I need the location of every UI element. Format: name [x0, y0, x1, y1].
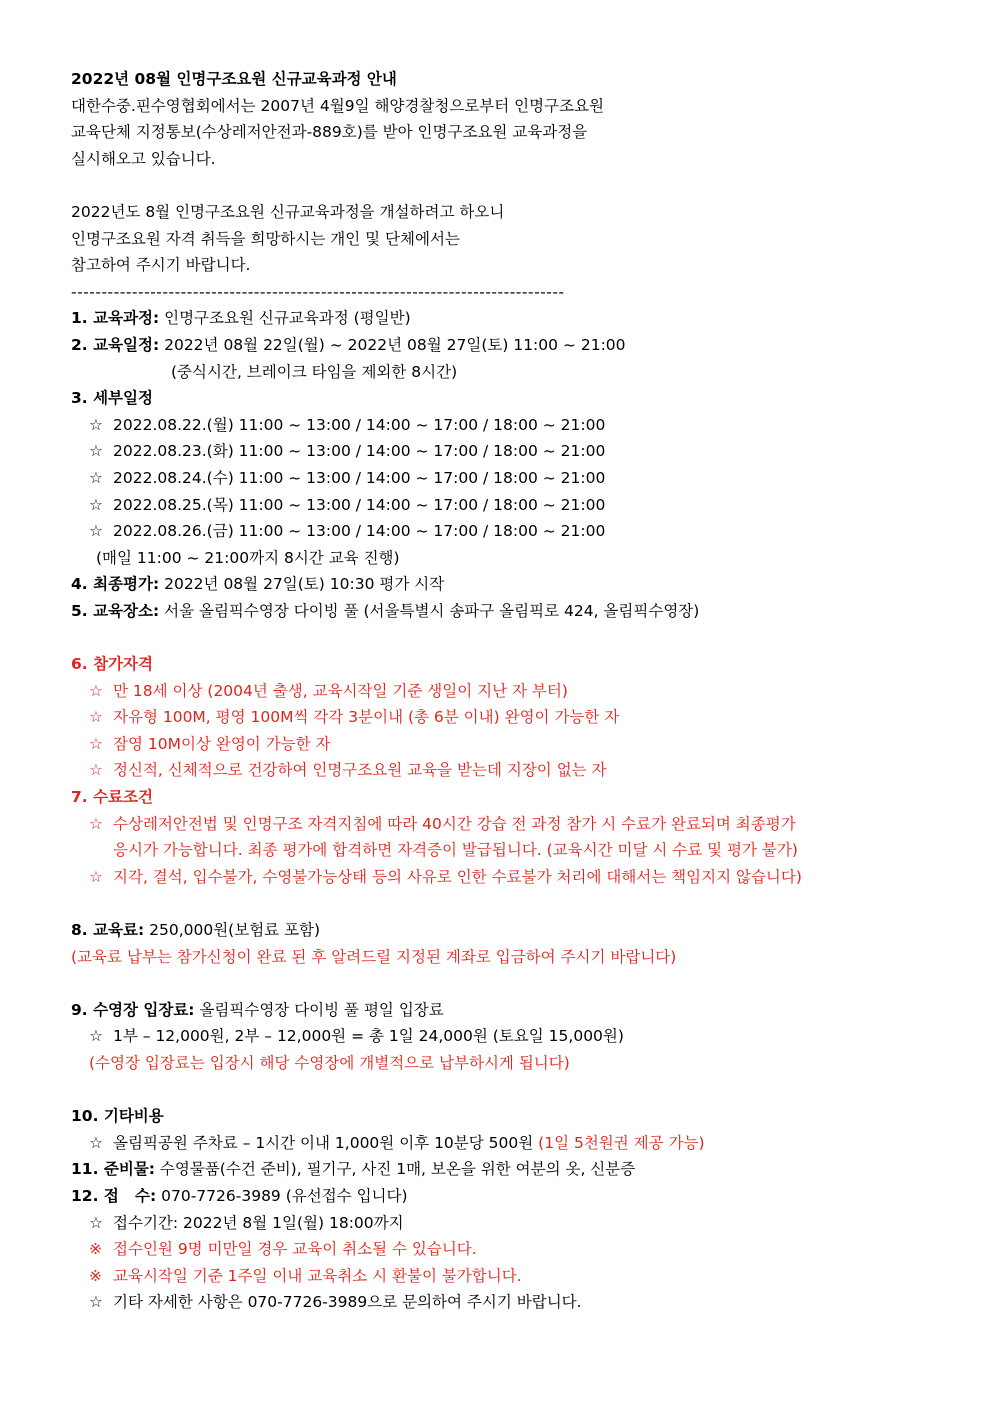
- intro2-line-1: 2022년도 8월 인명구조요원 신규교육과정을 개설하려고 하오니: [71, 202, 505, 221]
- star-icon: ☆: [89, 1133, 103, 1152]
- star-icon: ☆: [89, 1293, 103, 1312]
- list-item: ☆ 올림픽공원 주차료 – 1시간 이내 1,000원 이후 10분당 500원 (1일 5천원권 제공 가능): [71, 1130, 931, 1157]
- reference-mark-icon: ※: [89, 1266, 102, 1285]
- star-icon: ☆: [89, 681, 103, 700]
- detail-schedule-note: (매일 11:00 ~ 21:00까지 8시간 교육 진행): [96, 548, 400, 567]
- section-text: 2022년 08월 27일(토) 10:30 평가 시작: [159, 575, 445, 594]
- section-label: 8. 교육료:: [71, 921, 145, 939]
- star-icon: ☆: [89, 442, 103, 461]
- parking-voucher-note: (1일 5천원권 제공 가능): [538, 1133, 705, 1152]
- section-registration: [71, 1183, 931, 1210]
- section-eligibility: 6. 참가자격: [71, 655, 153, 674]
- list-item: ☆ 2022.08.26.(금) 11:00 ~ 13:00 / 14:00 ~ 17:00 / 18:00 ~ 21:00: [71, 518, 931, 545]
- list-item: ☆ 접수기간: 2022년 8월 1일(월) 18:00까지: [71, 1210, 931, 1237]
- list-item: ☆ 수상레저안전법 및 인명구조 자격지침에 따라 40시간 강습 전 과정 참가 시 수료가 완료되며 최종평가: [71, 811, 931, 838]
- list-item: ☆ 기타 자세한 사항은 070-7726-3989으로 문의하여 주시기 바랍니다.: [71, 1289, 931, 1316]
- intro2-line-2: 인명구조요원 자격 취득을 희망하시는 개인 및 단체에서는: [71, 229, 460, 248]
- notice-body: [71, 66, 931, 1316]
- section-label: 1. 교육과정:: [71, 309, 160, 328]
- star-icon: ☆: [89, 867, 103, 886]
- schedule-subnote: (중식시간, 브레이크 타임을 제외한 8시간): [171, 362, 458, 381]
- section-supplies: [71, 1156, 931, 1183]
- list-item: ☆ 2022.08.22.(월) 11:00 ~ 13:00 / 14:00 ~ 17:00 / 18:00 ~ 21:00: [71, 412, 931, 439]
- star-icon: ☆: [89, 495, 103, 514]
- list-item: ※ 교육시작일 기준 1주일 이내 교육취소 시 환불이 불가합니다.: [71, 1263, 931, 1290]
- star-icon: ☆: [89, 814, 103, 833]
- list-item: ※ 접수인원 9명 미만일 경우 교육이 취소될 수 있습니다.: [71, 1236, 931, 1263]
- intro-line-1: 대한수중.핀수영협회에서는 2007년 4월9일 해양경찰청으로부터 인명구조요원: [71, 96, 604, 115]
- list-item: ☆ 지각, 결석, 입수불가, 수영불가능상태 등의 사유로 인한 수료불가 처리에 대해서는 책임지지 않습니다): [71, 864, 931, 891]
- section-text: 수영물품(수건 준비), 필기구, 사진 1매, 보온을 위한 여분의 옷, 신분증: [154, 1160, 636, 1179]
- list-item: ☆ 잠영 10M이상 완영이 가능한 자: [71, 731, 931, 758]
- star-icon: ☆: [89, 734, 103, 753]
- section-text: 올림픽수영장 다이빙 풀 평일 입장료: [194, 1000, 444, 1019]
- notice-title: 2022년 08월 인명구조요원 신규교육과정 안내: [71, 70, 397, 88]
- star-icon: ☆: [89, 522, 103, 541]
- star-icon: ☆: [89, 468, 103, 487]
- intro-line-2: 교육단체 지정통보(수상레저안전과-889호)를 받아 인명구조요원 교육과정을: [71, 123, 588, 142]
- separator-line: ---------------------------------------------------------------------------------: [71, 282, 565, 301]
- section-detail-schedule: 3. 세부일정: [71, 389, 153, 408]
- section-other-costs: 10. 기타비용: [71, 1107, 164, 1126]
- section-venue: [71, 598, 931, 625]
- section-completion: 7. 수료조건: [71, 788, 153, 807]
- star-icon: ☆: [89, 708, 103, 727]
- star-icon: ☆: [89, 761, 103, 780]
- pool-entry-note: (수영장 입장료는 입장시 해당 수영장에 개별적으로 납부하시게 됩니다): [89, 1053, 570, 1072]
- section-text: 서울 올림픽수영장 다이빙 풀 (서울특별시 송파구 올림픽로 424, 올림픽수영장): [159, 601, 700, 620]
- list-item: ☆ 자유형 100M, 평영 100M씩 각각 3분이내 (총 6분 이내) 완영이 가능한 자: [71, 704, 931, 731]
- intro2-line-3: 참고하여 주시기 바랍니다.: [71, 256, 251, 275]
- list-item: ☆ 2022.08.25.(목) 11:00 ~ 13:00 / 14:00 ~ 17:00 / 18:00 ~ 21:00: [71, 492, 931, 519]
- section-final-exam: [71, 571, 931, 598]
- section-fee: [71, 917, 931, 944]
- list-item: ☆ 1부 – 12,000원, 2부 – 12,000원 = 총 1일 24,000원 (토요일 15,000원): [71, 1023, 931, 1050]
- list-item-continuation: 응시가 가능합니다. 최종 평가에 합격하면 자격증이 발급됩니다. (교육시간 미달 시 수료 및 평가 불가): [113, 841, 798, 860]
- section-label: 11. 준비물:: [71, 1160, 155, 1179]
- section-label: 2. 교육일정:: [71, 335, 160, 354]
- fee-note: (교육료 납부는 참가신청이 완료 된 후 알려드릴 지정된 계좌로 입금하여 주시기 바랍니다): [71, 947, 677, 966]
- list-item: ☆ 2022.08.24.(수) 11:00 ~ 13:00 / 14:00 ~ 17:00 / 18:00 ~ 21:00: [71, 465, 931, 492]
- section-text: 인명구조요원 신규교육과정 (평일반): [159, 309, 411, 328]
- section-pool-entry: [71, 997, 931, 1024]
- section-text: 250,000원(보험료 포함): [144, 921, 321, 939]
- section-text: 2022년 08월 22일(월) ~ 2022년 08월 27일(토) 11:00 ~ 21:00: [159, 335, 626, 354]
- reference-mark-icon: ※: [89, 1240, 102, 1259]
- section-label: 5. 교육장소:: [71, 601, 160, 620]
- section-label: 12. 접 수:: [71, 1186, 157, 1205]
- star-icon: ☆: [89, 415, 103, 434]
- star-icon: ☆: [89, 1027, 103, 1046]
- star-icon: ☆: [89, 1213, 103, 1232]
- section-label: 4. 최종평가:: [71, 575, 160, 594]
- section-course: [71, 305, 931, 332]
- list-item: ☆ 정신적, 신체적으로 건강하여 인명구조요원 교육을 받는데 지장이 없는 자: [71, 757, 931, 784]
- section-label: 9. 수영장 입장료:: [71, 1000, 195, 1019]
- section-schedule: [71, 332, 931, 359]
- intro-line-3: 실시해오고 있습니다.: [71, 149, 216, 168]
- section-text: 070-7726-3989 (유선접수 입니다): [156, 1186, 408, 1205]
- list-item: ☆ 2022.08.23.(화) 11:00 ~ 13:00 / 14:00 ~ 17:00 / 18:00 ~ 21:00: [71, 438, 931, 465]
- list-item: ☆ 만 18세 이상 (2004년 출생, 교육시작일 기준 생일이 지난 자 부터): [71, 678, 931, 705]
